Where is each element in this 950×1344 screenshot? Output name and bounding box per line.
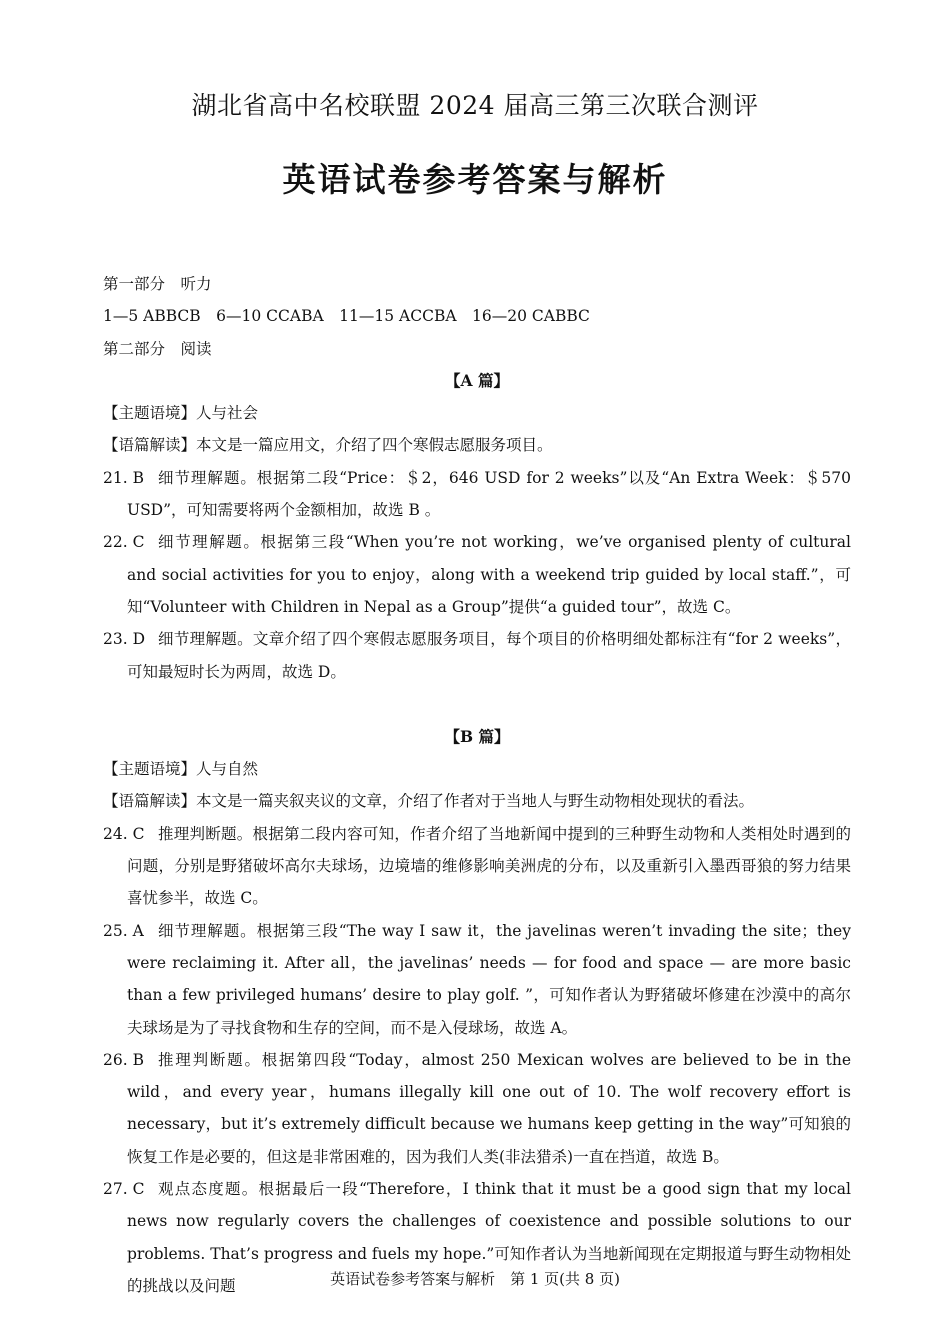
question-number: 27. C <box>103 1180 145 1199</box>
answer-content <box>103 268 851 1302</box>
question-number: 24. C <box>103 824 145 843</box>
question-explanation: 细节理解题。根据第三段“The way I saw it，the javelinas weren’t invading the site；they were reclaiming it. After all，the javelinas’ needs — for food and space — are more basic than a few privileged humans’ desire to play golf. ”，可知作者认为野猪破坏修建在沙漠中的高尔夫球场是为了寻找食物和生存的空间，而不是入侵球场，故选 A。 <box>127 921 851 1037</box>
question-explanation: 细节理解题。文章介绍了四个寒假志愿服务项目，每个项目的价格明细处都标注有“for 2 weeks”，可知最短时长为两周，故选 D。 <box>127 630 851 681</box>
section-a-theme: 【主题语境】人与社会 <box>103 404 259 423</box>
section-a-reading: 【语篇解读】本文是一篇应用文，介绍了四个寒假志愿服务项目。 <box>103 436 553 455</box>
section-b-reading: 【语篇解读】本文是一篇夹叙夹议的文章，介绍了作者对于当地人与野生动物相处现状的看法。 <box>103 792 755 811</box>
exam-title: 湖北省高中名校联盟 2024 届高三第三次联合测评 <box>191 91 759 120</box>
question-explanation: 推理判断题。根据第四段“Today，almost 250 Mexican wolves are believed to be in the wild，and every year，humans illegally kill one out of 10. The wolf recovery effort is necessary，but it’s extremely difficult because we humans keep getting in the way”可知狼的恢复工作是必要的，但这是非常困难的，因为我们人类(非法猎杀)一直在挡道，故选 B。 <box>127 1050 851 1166</box>
question-25 <box>103 915 851 1044</box>
section-gap <box>103 688 851 721</box>
question-explanation: 细节理解题。根据第三段“When you’re not working，we’ve organised plenty of cultural and social activities for you to enjoy，along with a weekend trip guided by local staff.”，可知“Volunteer with Children in Nepal as a Group”提供“a guided tour”，故选 C。 <box>127 533 851 616</box>
part1-heading: 第一部分 听力 <box>103 275 212 293</box>
document-title: 英语试卷参考答案与解析 <box>282 160 668 199</box>
section-b-theme: 【主题语境】人与自然 <box>103 760 259 779</box>
question-number: 23. D <box>103 630 146 649</box>
question-number: 21. B <box>103 468 144 487</box>
listening-answers: 1—5 ABBCB 6—10 CCABA 11—15 ACCBA 16—20 CABBC <box>103 307 590 326</box>
question-21 <box>103 462 851 527</box>
question-23 <box>103 623 851 688</box>
section-a-heading: 【A 篇】 <box>445 370 509 390</box>
question-24 <box>103 818 851 915</box>
question-number: 26. B <box>103 1050 144 1069</box>
section-b-heading: 【B 篇】 <box>444 726 510 746</box>
question-explanation: 细节理解题。根据第二段“Price：＄2，646 USD for 2 weeks”以及“An Extra Week：＄570 USD”，可知需要将两个金额相加，故选 B 。 <box>127 468 851 520</box>
question-explanation: 推理判断题。根据第二段内容可知，作者介绍了当地新闻中提到的三种野生动物和人类相处时遇到的问题，分别是野猪破坏高尔夫球场，边境墙的维修影响美洲虎的分布，以及重新引入墨西哥狼的努力结果喜忧参半，故选 C。 <box>127 824 851 908</box>
question-22 <box>103 526 851 623</box>
part2-heading: 第二部分 阅读 <box>103 339 212 358</box>
question-26 <box>103 1044 851 1173</box>
question-number: 22. C <box>103 533 145 552</box>
page-footer: 英语试卷参考答案与解析 第 1 页(共 8 页) <box>330 1270 620 1288</box>
question-number: 25. A <box>103 921 144 940</box>
question-explanation: 观点态度题。根据最后一段“Therefore，I think that it must be a good sign that my local news now regularly covers the challenges of coexistence and possible solutions to our problems. That’s progress and fuels my hope.”可知作者认为当地新闻现在定期报道与野生动物相处的挑战以及问题 <box>127 1180 851 1295</box>
